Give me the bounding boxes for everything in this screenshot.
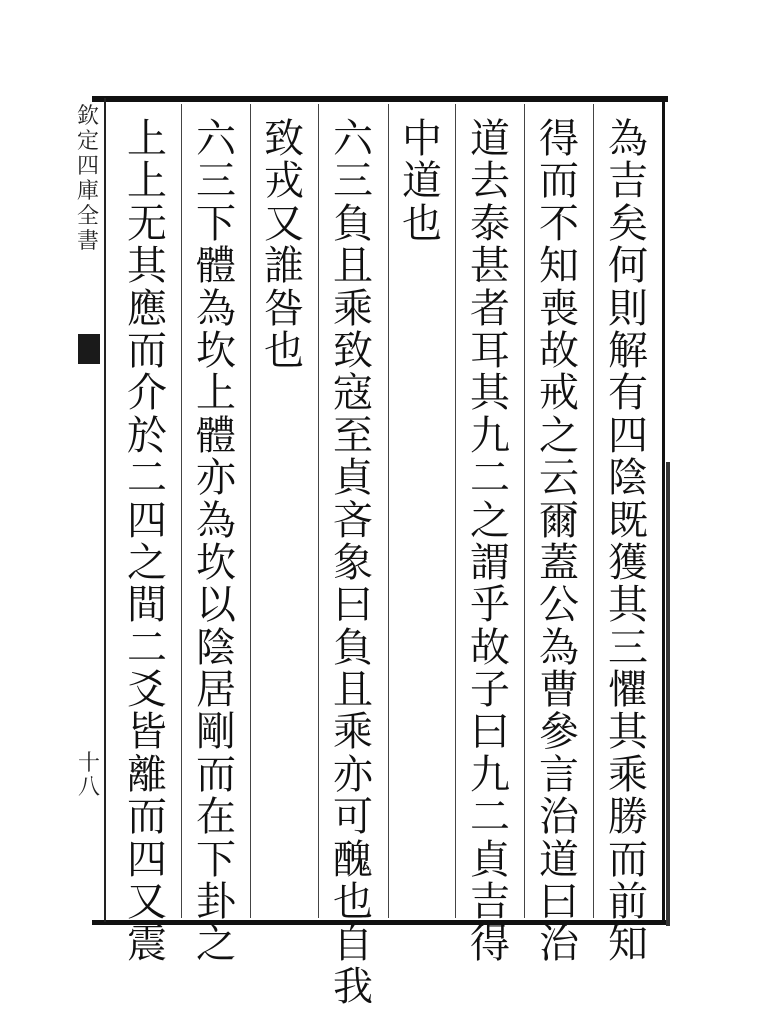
character: 之 <box>127 539 167 586</box>
character: 間 <box>127 582 167 629</box>
character: 自 <box>333 921 373 968</box>
character: 乘 <box>333 709 373 756</box>
column-divider <box>318 104 319 918</box>
character: 矣 <box>608 200 648 247</box>
character: 道 <box>402 158 442 205</box>
character: 也 <box>264 327 304 374</box>
character: 且 <box>333 667 373 714</box>
column-divider <box>250 104 251 918</box>
character: 子 <box>470 667 510 714</box>
character: 卦 <box>196 879 236 926</box>
margin-book-title <box>76 104 100 254</box>
character: 故 <box>539 327 579 374</box>
character: 四 <box>127 836 167 883</box>
character: 而 <box>608 836 648 883</box>
character: 下 <box>196 200 236 247</box>
character: 懼 <box>608 667 648 714</box>
character: 泰 <box>470 200 510 247</box>
text-column-7 <box>188 118 244 966</box>
character: 全 <box>76 204 99 229</box>
character: 中 <box>402 116 442 162</box>
character: 勝 <box>608 794 648 841</box>
text-column-4 <box>394 118 450 245</box>
character: 我 <box>333 963 373 1010</box>
character: 也 <box>402 200 442 247</box>
character: 皆 <box>127 709 167 756</box>
character: 而 <box>127 794 167 841</box>
character: 陰 <box>608 455 648 502</box>
character: 其 <box>608 582 648 629</box>
character: 且 <box>333 243 373 290</box>
character: 至 <box>333 412 373 459</box>
character: 而 <box>539 158 579 205</box>
character: 介 <box>127 370 167 417</box>
text-column-5 <box>325 118 381 1008</box>
character: 无 <box>127 200 167 247</box>
character: 獲 <box>608 539 648 586</box>
character: 震 <box>127 921 167 968</box>
character: 喪 <box>539 285 579 332</box>
character: 上 <box>127 158 167 205</box>
character: 吉 <box>608 158 648 205</box>
character: 致 <box>264 116 304 162</box>
character: 云 <box>539 455 579 502</box>
character: 公 <box>539 582 579 629</box>
character: 也 <box>333 879 373 926</box>
character: 乘 <box>608 751 648 798</box>
character: 解 <box>608 327 648 374</box>
character: 參 <box>539 709 579 756</box>
character: 吉 <box>470 879 510 926</box>
character: 三 <box>333 158 373 205</box>
frame-top-border <box>92 96 668 102</box>
character: 去 <box>470 158 510 205</box>
character: 二 <box>470 455 510 502</box>
character: 上 <box>196 370 236 417</box>
character: 象 <box>333 539 373 586</box>
character: 治 <box>539 921 579 968</box>
character: 戒 <box>539 370 579 417</box>
character: 上 <box>127 116 167 162</box>
character: 三 <box>196 158 236 205</box>
character: 離 <box>127 751 167 798</box>
character: 曰 <box>470 709 510 756</box>
character: 體 <box>196 243 236 290</box>
character: 四 <box>127 497 167 544</box>
character: 知 <box>608 921 648 968</box>
character: 下 <box>196 836 236 883</box>
character: 坎 <box>196 539 236 586</box>
character: 乘 <box>333 285 373 332</box>
character: 陰 <box>196 624 236 671</box>
character: 又 <box>264 200 304 247</box>
text-column-1 <box>600 118 656 966</box>
character: 則 <box>608 285 648 332</box>
character: 為 <box>539 624 579 671</box>
character: 道 <box>539 836 579 883</box>
character: 貞 <box>333 455 373 502</box>
character: 坎 <box>196 327 236 374</box>
column-divider <box>455 104 456 918</box>
character: 知 <box>539 243 579 290</box>
character: 二 <box>470 794 510 841</box>
character: 甚 <box>470 243 510 290</box>
character: 致 <box>333 327 373 374</box>
character: 體 <box>196 412 236 459</box>
column-divider <box>524 104 525 918</box>
frame-left-border <box>104 98 106 922</box>
character: 爻 <box>127 667 167 714</box>
character: 乎 <box>470 582 510 629</box>
character: 應 <box>127 285 167 332</box>
character: 謂 <box>470 539 510 586</box>
character: 欽 <box>76 104 99 129</box>
character: 定 <box>76 129 99 154</box>
column-divider <box>388 104 389 918</box>
character: 寇 <box>333 370 373 417</box>
character: 戎 <box>264 158 304 205</box>
character: 咎 <box>264 285 304 332</box>
character: 亦 <box>333 751 373 798</box>
character: 而 <box>196 751 236 798</box>
character: 貞 <box>470 836 510 883</box>
character: 負 <box>333 200 373 247</box>
character: 亦 <box>196 455 236 502</box>
text-column-3 <box>462 118 518 966</box>
character: 庫 <box>76 179 99 204</box>
character: 可 <box>333 794 373 841</box>
column-divider <box>593 104 594 918</box>
character: 誰 <box>264 243 304 290</box>
text-column-2 <box>531 118 587 966</box>
margin-fishtail-mark <box>78 334 100 364</box>
character: 二 <box>127 624 167 671</box>
character: 之 <box>470 497 510 544</box>
frame-right-border <box>662 98 665 922</box>
character: 前 <box>608 879 648 926</box>
character: 六 <box>333 116 373 162</box>
character: 吝 <box>333 497 373 544</box>
character: 蓋 <box>539 539 579 586</box>
character: 為 <box>196 285 236 332</box>
character: 得 <box>539 116 579 162</box>
character: 之 <box>539 412 579 459</box>
character: 負 <box>333 624 373 671</box>
character: 以 <box>196 582 236 629</box>
text-column-6 <box>256 118 312 372</box>
character: 有 <box>608 370 648 417</box>
character: 於 <box>127 412 167 459</box>
character: 爾 <box>539 497 579 544</box>
character: 既 <box>608 497 648 544</box>
character: 其 <box>470 370 510 417</box>
character: 二 <box>127 455 167 502</box>
character: 六 <box>196 116 236 162</box>
character: 四 <box>76 154 99 179</box>
character: 曰 <box>333 582 373 629</box>
character: 醜 <box>333 836 373 883</box>
character: 耳 <box>470 327 510 374</box>
character: 又 <box>127 879 167 926</box>
column-divider <box>181 104 182 918</box>
character: 九 <box>470 412 510 459</box>
character: 不 <box>539 200 579 247</box>
character: 剛 <box>196 709 236 756</box>
character: 言 <box>539 751 579 798</box>
character: 曹 <box>539 667 579 714</box>
character: 故 <box>470 624 510 671</box>
character: 得 <box>470 921 510 968</box>
character: 在 <box>196 794 236 841</box>
character: 其 <box>127 243 167 290</box>
character: 居 <box>196 667 236 714</box>
character: 之 <box>196 921 236 968</box>
character: 道 <box>470 116 510 162</box>
character: 者 <box>470 285 510 332</box>
page-number: 十八 <box>77 751 100 800</box>
character: 何 <box>608 243 648 290</box>
character: 三 <box>608 624 648 671</box>
character: 其 <box>608 709 648 756</box>
character: 書 <box>76 229 99 254</box>
text-column-8 <box>119 118 175 966</box>
frame-right-shadow <box>666 462 670 926</box>
character: 曰 <box>539 879 579 926</box>
character: 為 <box>196 497 236 544</box>
character: 治 <box>539 794 579 841</box>
character: 而 <box>127 327 167 374</box>
character: 九 <box>470 751 510 798</box>
character: 為 <box>608 116 648 162</box>
character: 四 <box>608 412 648 459</box>
